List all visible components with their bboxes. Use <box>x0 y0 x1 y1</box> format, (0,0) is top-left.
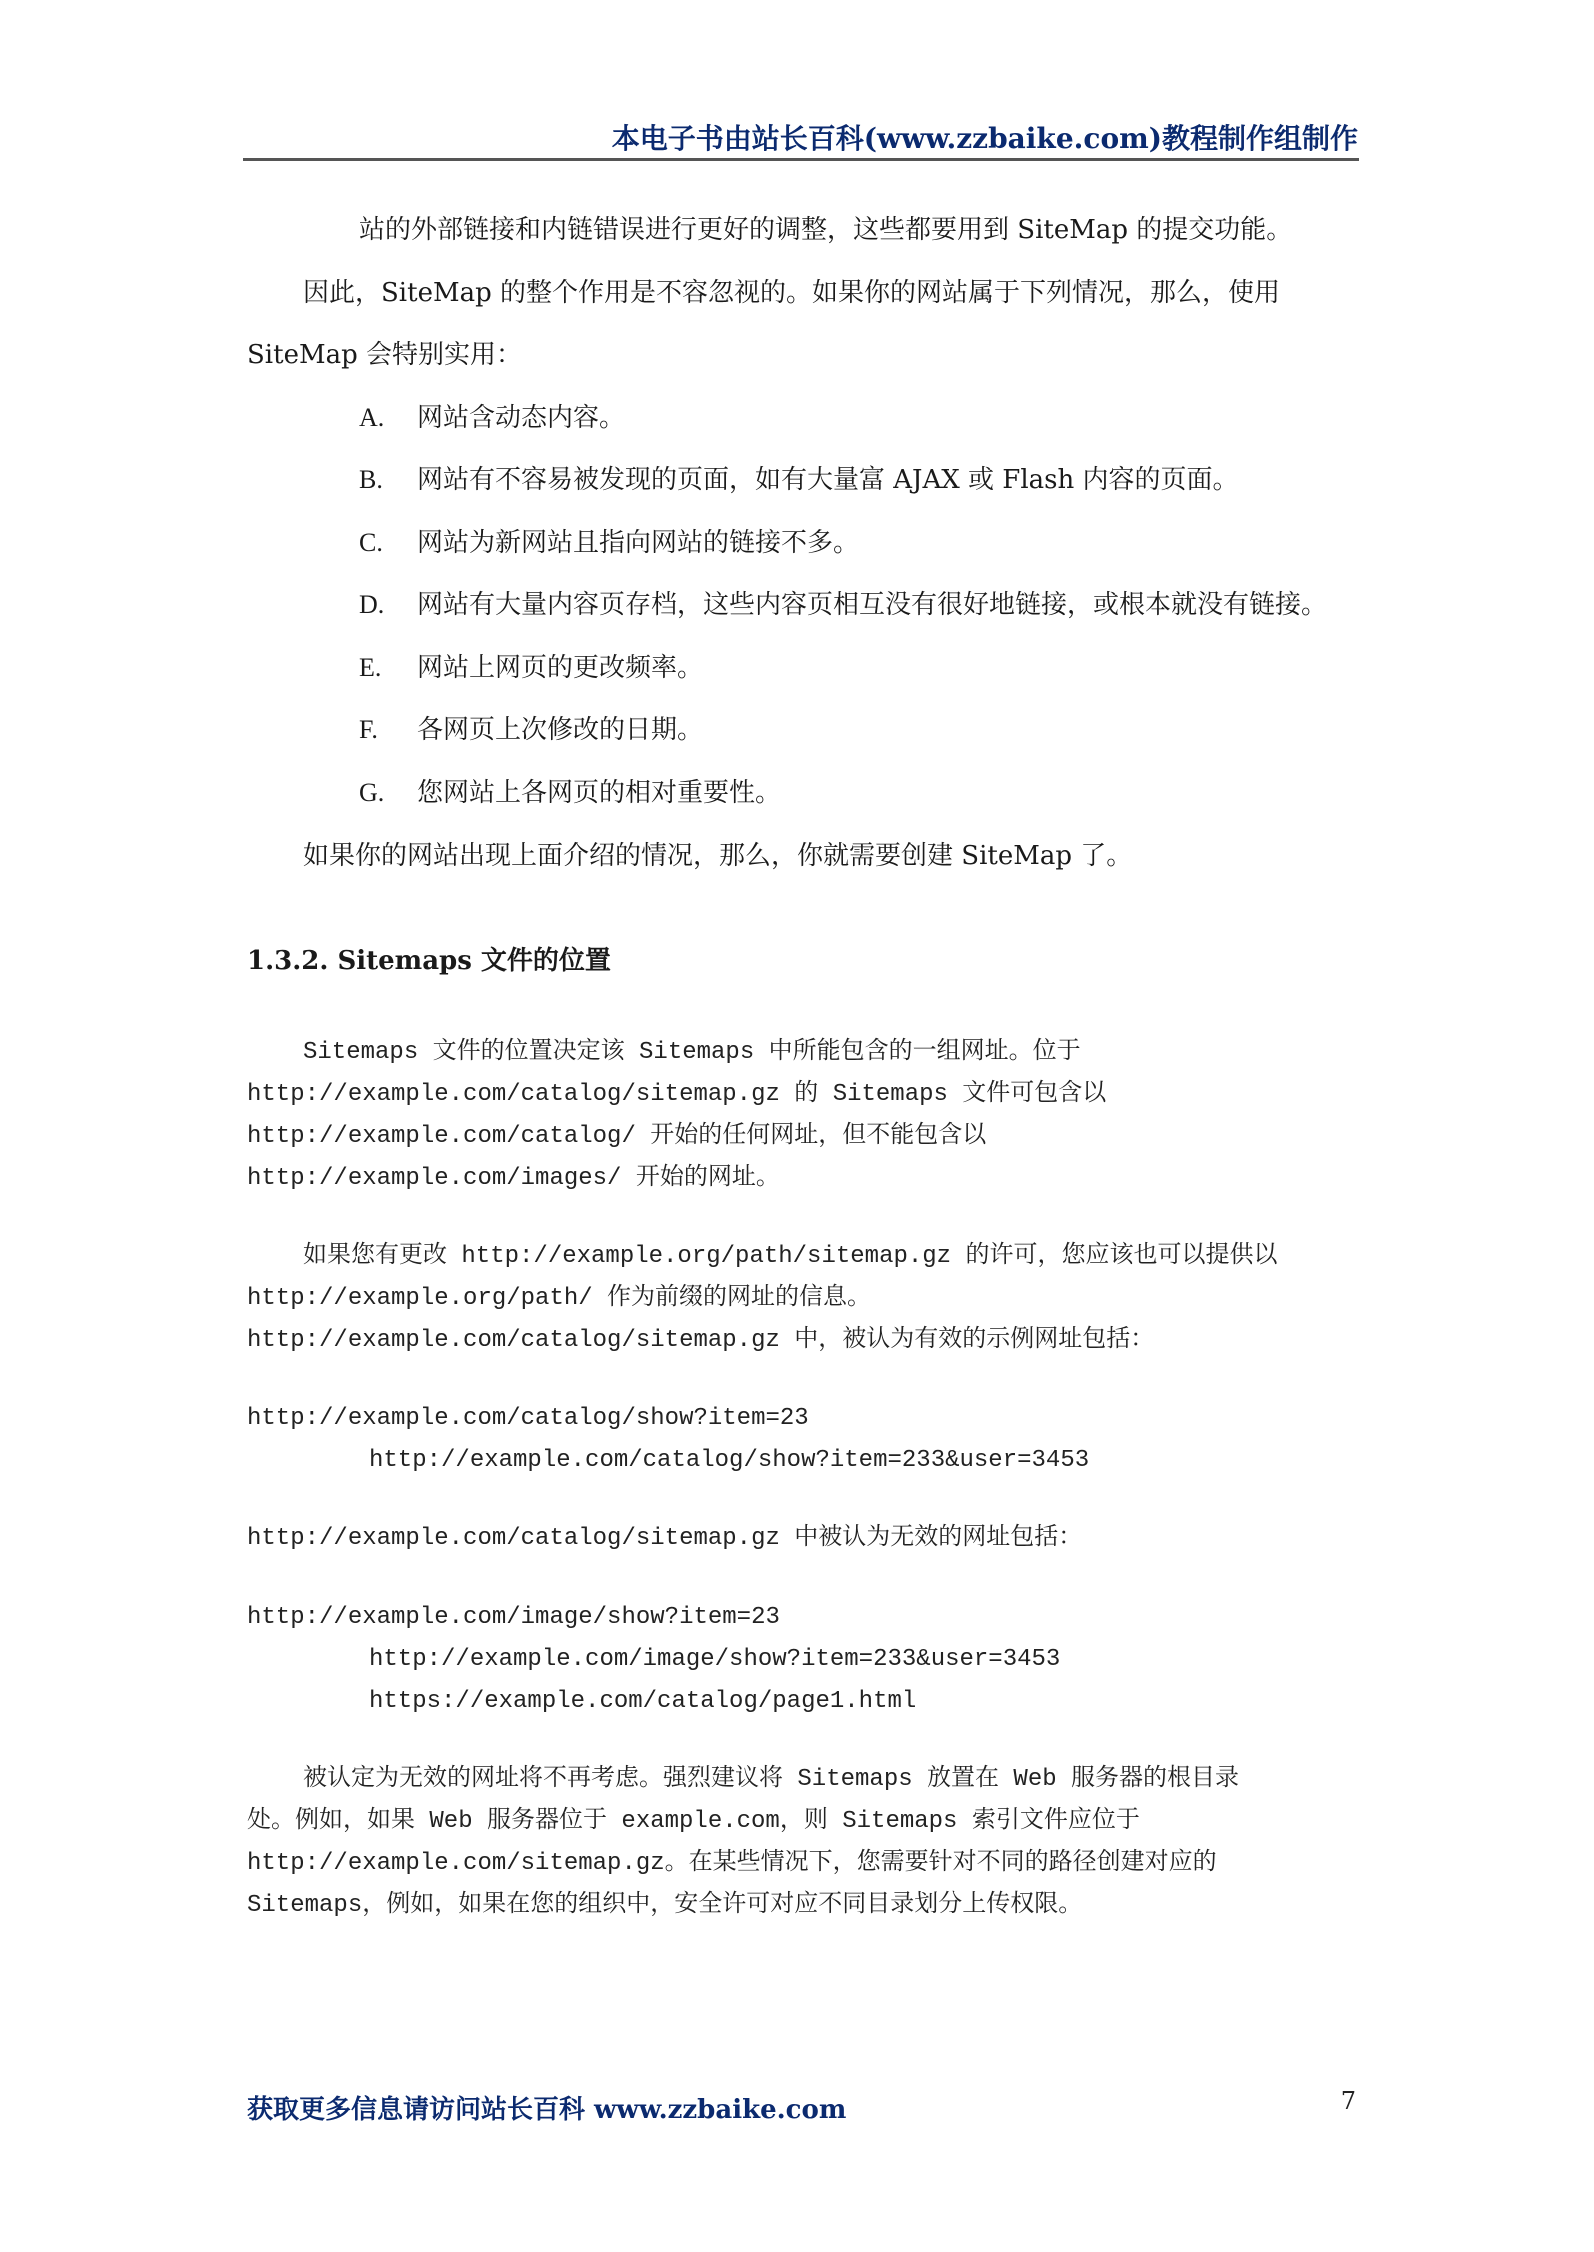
block3-line-3: http://example.com/sitemap.gz。在某些情况下，您需要针对不同的路径创建对应的 <box>247 1850 1217 1877</box>
section-heading: 1.3.2. Sitemaps 文件的位置 <box>247 946 611 976</box>
list-item <box>359 712 703 748</box>
intro-line-3: SiteMap 会特别实用： <box>247 340 522 370</box>
list-item-text: 网站为新网站且指向网站的链接不多。 <box>417 528 860 558</box>
list-item <box>359 650 703 686</box>
block3-line-2: 处。例如，如果 Web 服务器位于 example.com，则 Sitemaps 索引文件应位于 <box>247 1808 1140 1835</box>
list-item-letter: G. <box>359 778 385 807</box>
list-item <box>359 775 781 811</box>
block3-line-4: Sitemaps，例如，如果在您的组织中，安全许可对应不同目录划分上传权限。 <box>247 1892 1083 1919</box>
list-item <box>359 525 859 561</box>
list-item <box>359 400 625 436</box>
intro-line-1: 站的外部链接和内链错误进行更好的调整，这些都要用到 SiteMap 的提交功能。 <box>359 215 1293 245</box>
list-item-letter: E. <box>359 653 382 682</box>
intro-line-2: 因此，SiteMap 的整个作用是不容忽视的。如果你的网站属于下列情况，那么，使用 <box>303 278 1280 308</box>
block1-line-4: http://example.com/images/ 开始的网址。 <box>247 1165 780 1192</box>
list-item <box>359 587 1327 623</box>
footer-text: 获取更多信息请访问站长百科 www.zzbaike.com <box>247 2095 847 2125</box>
invalid-url-3: https://example.com/catalog/page1.html <box>369 1688 917 1715</box>
list-item-text: 各网页上次修改的日期。 <box>417 715 704 745</box>
list-item-text: 网站有大量内容页存档，这些内容页相互没有很好地链接，或根本就没有链接。 <box>417 590 1328 620</box>
block2-line-2: http://example.org/path/ 作为前缀的网址的信息。 <box>247 1285 872 1312</box>
invalid-url-1: http://example.com/image/show?item=23 <box>247 1604 780 1631</box>
list-item-text: 网站上网页的更改频率。 <box>417 653 704 683</box>
list-item-letter: C. <box>359 528 383 557</box>
list-item-text: 网站含动态内容。 <box>417 403 626 433</box>
invalid-urls-intro: http://example.com/catalog/sitemap.gz 中被认为无效的网址包括： <box>247 1525 1083 1552</box>
list-item-letter: F. <box>359 715 378 744</box>
valid-url-1: http://example.com/catalog/show?item=23 <box>247 1405 809 1432</box>
list-item-text: 网站有不容易被发现的页面，如有大量富 AJAX 或 Flash 内容的页面。 <box>417 465 1239 495</box>
list-item-letter: B. <box>359 465 383 494</box>
conclusion-paragraph: 如果你的网站出现上面介绍的情况，那么，你就需要创建 SiteMap 了。 <box>303 841 1133 871</box>
block1-line-1: Sitemaps 文件的位置决定该 Sitemaps 中所能包含的一组网址。位于 <box>303 1039 1081 1066</box>
block2-line-1: 如果您有更改 http://example.org/path/sitemap.gz 的许可，您应该也可以提供以 <box>303 1243 1278 1270</box>
list-item <box>359 462 1239 498</box>
page-number: 7 <box>1340 2087 1356 2115</box>
block2-line-3: http://example.com/catalog/sitemap.gz 中，被认为有效的示例网址包括： <box>247 1327 1155 1354</box>
block1-line-3: http://example.com/catalog/ 开始的任何网址，但不能包含以 <box>247 1123 987 1150</box>
valid-url-2: http://example.com/catalog/show?item=233&user=3453 <box>369 1447 1090 1474</box>
block1-line-2: http://example.com/catalog/sitemap.gz 的 Sitemaps 文件可包含以 <box>247 1081 1107 1108</box>
list-item-text: 您网站上各网页的相对重要性。 <box>417 778 782 808</box>
list-item-letter: A. <box>359 403 385 432</box>
page-header-title: 本电子书由站长百科(www.zzbaike.com)教程制作组制作 <box>611 122 1358 155</box>
invalid-url-2: http://example.com/image/show?item=233&user=3453 <box>369 1646 1061 1673</box>
header-divider <box>243 158 1359 161</box>
block3-line-1: 被认定为无效的网址将不再考虑。强烈建议将 Sitemaps 放置在 Web 服务器的根目录 <box>303 1766 1240 1793</box>
list-item-letter: D. <box>359 590 385 619</box>
